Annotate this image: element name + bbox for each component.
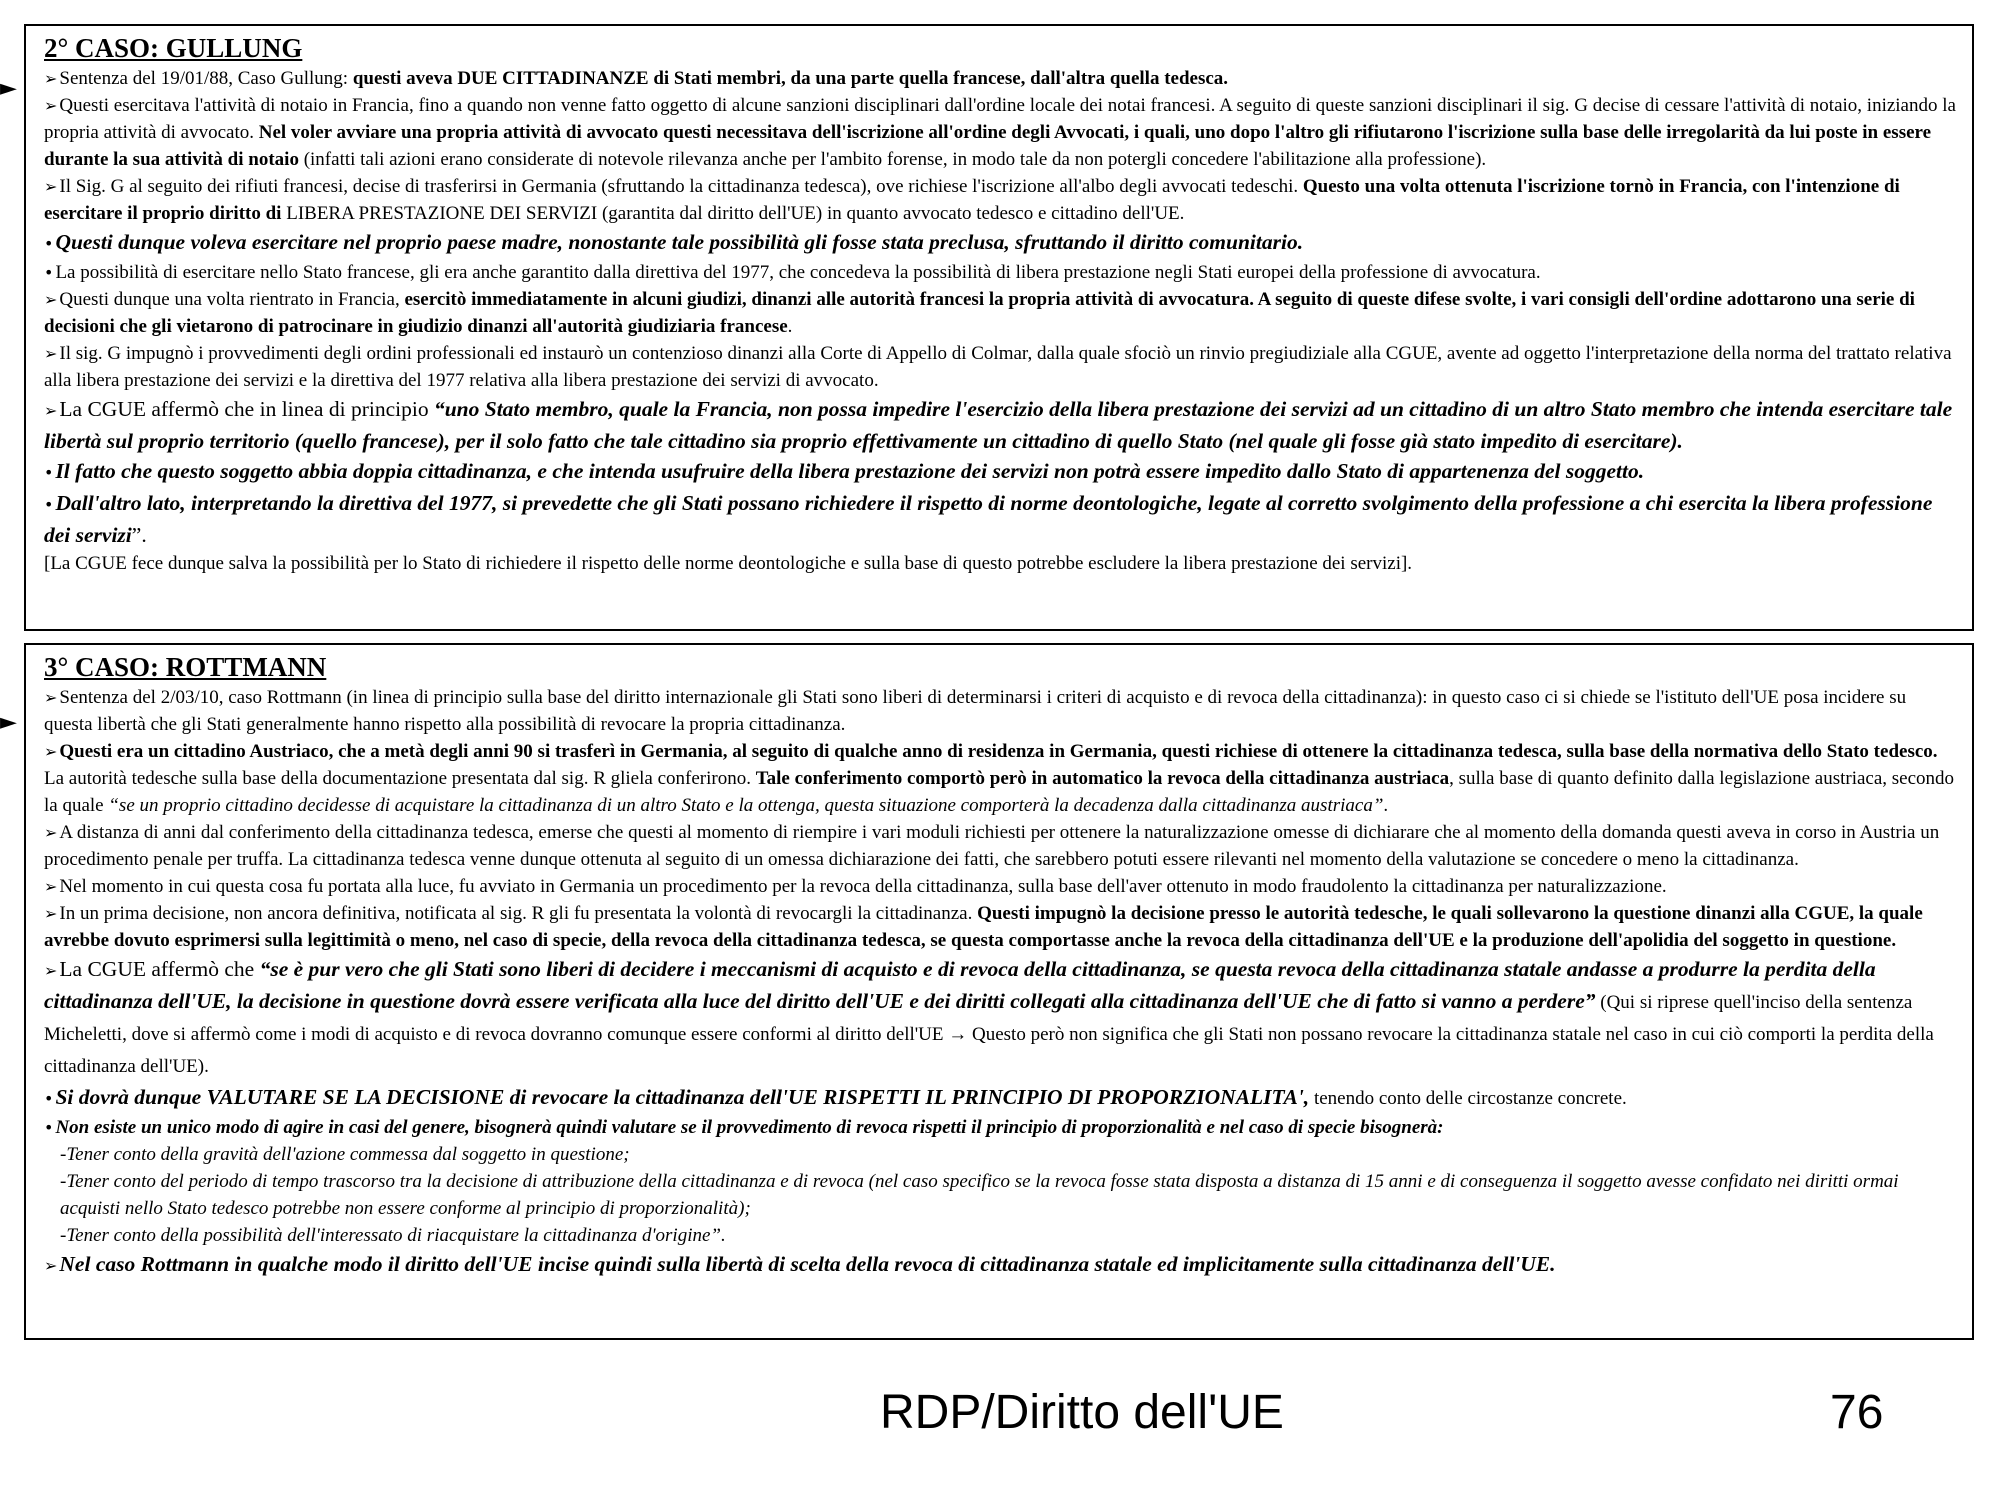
paragraph [44,259,1956,286]
text-run: . [1383,795,1389,816]
arrow-bullet-icon: ➢ [44,177,58,196]
text-run: Il sig. G impugnò i provvedimenti degli ordini professionali ed instaurò un contenzioso dinanzi alla Corte di Appello di Colmar, dalla quale sfociò un rinvio pregiudiziale alla CGUE, avente ad oggetto l'interpretazione della norma del trattato relativa alla libera prestazione dei servizi e la direttiva del 1977 relativa alla libera prestazione dei servizi di avvocato. [44,343,1952,391]
footer-title: RDP/Diritto dell'UE [880,1386,1284,1439]
text-run: Questi esercitava l'attività di notaio in Francia, fino a quando non venne fatto oggetto di alcune sanzioni disciplinari dall'ordine locale dei notai francesi. A seguito di queste sanzioni disciplinari il sig. G decise di cessare l'attività di notaio, iniziando la propria attività di avvocato. [44,95,1956,143]
text-run: Questi era un cittadino Austriaco, che a metà degli anni 90 si trasferì in Germania, al seguito di qualche anno di residenza in Germania, questi richiese di ottenere la cittadinanza tedesca, sulla base della normativa dello Stato tedesco. [59,741,1938,762]
case-paragraphs [44,684,1956,1281]
paragraph [44,488,1956,550]
text-run: Questi impugnò la decisione presso le autorità tedesche, le quali sollevarono la questione dinanzi alla CGUE, la quale avrebbe dovuto esprimersi sulla legittimità o meno, nel caso di specie, della revoca della cittadinanza tedesca, se questa comportasse anche la revoca della cittadinanza dell'UE e la produzione dell'apolidia del soggetto in questione. [44,903,1923,951]
text-run: Si dovrà dunque VALUTARE SE LA DECISIONE di revocare la cittadinanza dell'UE RISPETTI IL PRINCIPIO DI PROPORZIONALITA', [55,1085,1310,1109]
arrow-bullet-icon: ➢ [44,69,58,88]
paragraph [44,900,1956,954]
text-run: La CGUE affermò che [59,957,260,981]
arrow-bullet-icon: ➢ [44,877,58,896]
margin-arrow-icon: ► [0,710,17,735]
text-run: Dall'altro lato, interpretando la direttiva del 1977, si prevedette che gli Stati possano richiedere il rispetto di norme deontologiche, legate al corretto svolgimento della professione a chi esercita la libera professione dei servizi [44,491,1933,547]
case-gullung-box [24,24,1974,631]
paragraph [44,456,1956,488]
section-title: 3° CASO: ROTTMANN [44,652,327,682]
bullet-icon: • [44,263,54,282]
text-run: Questi dunque una volta rientrato in Francia, [59,289,405,310]
arrow-bullet-icon: ➢ [44,904,58,923]
paragraph [44,550,1956,577]
paragraph [44,286,1956,340]
bullet-icon: • [44,1089,54,1108]
text-run: questi aveva DUE CITTADINANZE di Stati membri, da una parte quella francese, dall'altra quella tedesca. [352,68,1229,89]
arrow-bullet-icon: ➢ [44,742,58,761]
bullet-icon: • [44,495,54,514]
text-run: LIBERA PRESTAZIONE DEI SERVIZI [286,203,598,224]
sub-item [44,1141,1956,1168]
text-run: , sulla base di quanto definito dalla legislazione austriaca, secondo la quale [44,768,1955,816]
page-number: 76 [1830,1386,1884,1439]
text-run: Sentenza del 2/03/10, caso Rottmann (in linea di principio sulla base del diritto internazionale gli Stati sono liberi di determinarsi i criteri di acquisto e di revoca della cittadinanza): in questo caso ci si chiede se l'istituto dell'UE posa incidere su questa libertà che gli Stati generalmente hanno rispetto alla possibilità di revocare la propria cittadinanza. [44,687,1907,735]
text-run: (infatti tali azioni erano considerate di notevole rilevanza anche per l'ambito forense, in modo tale da non potergli concedere l'abilitazione alla professione). [298,149,1487,170]
paragraph [44,738,1956,819]
paragraph [44,954,1956,1082]
text-run: Nel voler avviare una propria attività di avvocato questi necessitava dell'iscrizione all'ordine degli Avvocati, i quali, uno dopo l'altro gli rifiutarono l'iscrizione sulla base delle irregolarità da lui poste in essere durante la sua attività di notaio [44,122,1932,170]
text-run: “uno Stato membro, quale la Francia, non possa impedire l'esercizio della libera prestazione dei servizi ad un cittadino di un altro Stato membro che intenda esercitare tale libertà sul proprio territorio (quello francese), per il solo fatto che tale cittadino sia proprio effettivamente un cittadino di quello Stato (nel quale gli fosse già stato impedito di esercitare). [44,397,1953,453]
arrow-bullet-icon: ➢ [44,344,58,363]
text-run: Il fatto che questo soggetto abbia doppia cittadinanza, e che intenda usufruire della libera prestazione dei servizi non potrà essere impedito dallo Stato di appartenenza del soggetto. [55,459,1645,483]
arrow-bullet-icon: ➢ [44,290,58,309]
text-run: . [787,316,793,337]
paragraph [44,227,1956,259]
arrow-bullet-icon: ➢ [44,96,58,115]
text-run: La CGUE affermò che in linea di principio [59,397,434,421]
arrow-bullet-icon: ➢ [44,1256,58,1275]
paragraph [44,873,1956,900]
sub-item [44,1168,1956,1222]
text-run: Questi dunque voleva esercitare nel proprio paese madre, nonostante tale possibilità gli fosse stata preclusa, sfruttando il diritto comunitario. [55,230,1304,254]
paragraph [44,1114,1956,1141]
text-run: (garantita dal diritto dell'UE) in quanto avvocato tedesco e cittadino dell'UE. [597,203,1185,224]
paragraph [44,92,1956,173]
text-run: Il Sig. G al seguito dei rifiuti francesi, decise di trasferirsi in Germania (sfruttando la cittadinanza tedesca), ove richiese l'iscrizione all'albo degli avvocati tedeschi. [59,176,1303,197]
bullet-icon: • [44,463,54,482]
text-run: (Qui si riprese quell'inciso della sentenza Micheletti, dove si affermò come i modi di acquisto e di revoca dovranno comunque essere conformi al diritto dell'UE → Questo però non significa che gli Stati non possano revocare la cittadinanza statale nel caso in cui ciò comporti la perdita della cittadinanza dell'UE). [44,992,1934,1077]
paragraph [44,1082,1956,1114]
text-run: [La CGUE fece dunque salva la possibilità per lo Stato di richiedere il rispetto delle norme deontologiche e sulla base di questo potrebbe escludere la libera prestazione dei servizi]. [44,553,1413,574]
text-run: tenendo conto delle circostanze concrete. [1309,1088,1627,1109]
text-run: esercitò immediatamente in alcuni giudizi, dinanzi alle autorità francesi la propria attività di avvocatura. A seguito di queste difese svolte, i vari consigli dell'ordine adottarono una serie di decisioni che gli vietarono di patrocinare in giudizio dinanzi all'autorità giudiziaria francese [44,289,1915,337]
margin-arrow-icon: ► [0,76,17,101]
text-run: La autorità tedesche sulla base della documentazione presentata dal sig. R gliela conferirono. [44,768,756,789]
arrow-bullet-icon: ➢ [44,688,58,707]
text-run: -Tener conto della gravità dell'azione commessa dal soggetto in questione; [60,1144,630,1165]
text-run: Sentenza del 19/01/88, Caso Gullung: [59,68,353,89]
text-run: “se un proprio cittadino decidesse di acquistare la cittadinanza di un altro Stato e la ottenga, questa situazione comporterà la decadenza dalla cittadinanza austriaca” [108,795,1384,816]
case-paragraphs [44,65,1956,577]
text-run: Non esiste un unico modo di agire in casi del genere, bisognerà quindi valutare se il provvedimento di revoca rispetti il principio di proporzionalità e nel caso di specie bisognerà: [55,1117,1444,1138]
paragraph [44,819,1956,873]
text-run: Questo una volta ottenuta l'iscrizione tornò in Francia, con l'intenzione di esercitare il proprio diritto di [44,176,1900,224]
paragraph [44,340,1956,394]
text-run: Nel momento in cui questa cosa fu portata alla luce, fu avviato in Germania un procedimento per la revoca della cittadinanza, sulla base dell'aver ottenuto in modo fraudolento la cittadinanza per naturalizzazione. [59,876,1667,897]
text-run: A distanza di anni dal conferimento della cittadinanza tedesca, emerse che questi al momento di riempire i vari moduli richiesti per ottenere la naturalizzazione omesse di dichiarare che al momento della domanda questi aveva in corso in Austria un procedimento penale per truffa. La cittadinanza tedesca venne dunque ottenuta al seguito di un omessa dichiarazione dei fatti, che sarebbero potuti essere rilevanti nel momento della valutazione se concedere o meno la cittadinanza. [44,822,1940,870]
text-run: Tale conferimento comportò però in automatico la revoca della cittadinanza austriaca [755,768,1450,789]
bullet-icon: • [44,1118,54,1137]
paragraph [44,173,1956,227]
paragraph [44,1249,1956,1281]
bullet-icon: • [44,234,54,253]
text-run: -Tener conto della possibilità dell'interessato di riacquistare la cittadinanza d'origine”. [60,1225,726,1246]
paragraph [44,684,1956,738]
arrow-bullet-icon: ➢ [44,823,58,842]
paragraph [44,65,1956,92]
text-run: ”. [131,523,147,547]
text-run: Nel caso Rottmann in qualche modo il diritto dell'UE incise quindi sulla libertà di scelta della revoca di cittadinanza statale ed implicitamente sulla cittadinanza dell'UE. [59,1252,1556,1276]
text-run: In un prima decisione, non ancora definitiva, notificata al sig. R gli fu presentata la volontà di revocargli la cittadinanza. [59,903,978,924]
section-title: 2° CASO: GULLUNG [44,33,303,63]
arrow-bullet-icon: ➢ [44,961,58,980]
sub-item [44,1222,1956,1249]
text-run: -Tener conto del periodo di tempo trascorso tra la decisione di attribuzione della cittadinanza e di revoca (nel caso specifico se la revoca fosse stata disposta a distanza di 15 anni e di conseguenza il soggetto avesse confidato nei diritti ormai acquisti nello Stato tedesco potrebbe non essere conforme al principio di proporzionalità); [60,1171,1899,1219]
paragraph [44,394,1956,456]
case-rottmann-box [24,643,1974,1340]
text-run: “se è pur vero che gli Stati sono liberi di decidere i meccanismi di acquisto e di revoca della cittadinanza, se questa revoca della cittadinanza statale andasse a produrre la perdita della cittadinanza dell'UE, la decisione in questione dovrà essere verificata alla luce del diritto dell'UE e dei diritti collegati alla cittadinanza dell'UE che di fatto si vanno a perdere” [44,957,1876,1013]
arrow-bullet-icon: ➢ [44,401,58,420]
text-run: La possibilità di esercitare nello Stato francese, gli era anche garantito dalla direttiva del 1977, che concedeva la possibilità di libera prestazione negli Stati europei della professione di avvocatura. [55,262,1541,283]
